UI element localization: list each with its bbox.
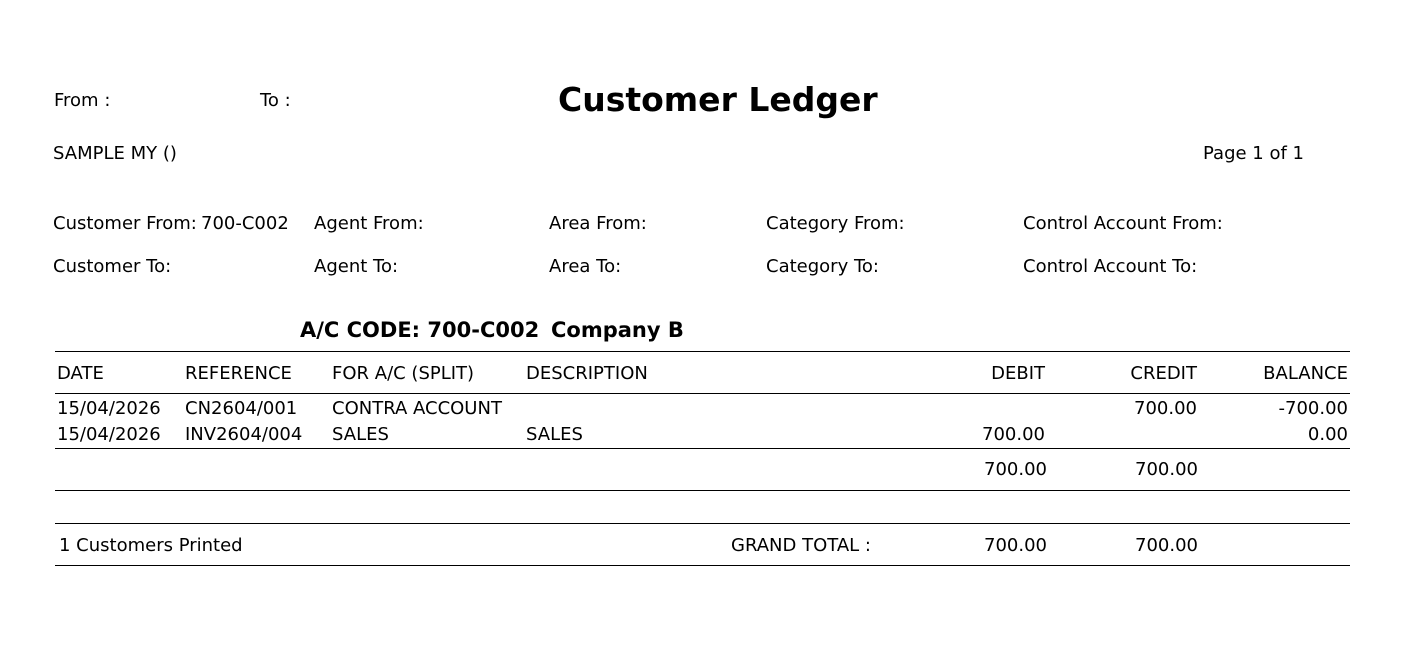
customer-from-value: 700-C002 [201,213,289,234]
to-label: To : [260,90,291,111]
from-label: From : [54,90,111,111]
cell-description: SALES [526,424,583,445]
cell-for-ac: CONTRA ACCOUNT [332,398,502,419]
grand-total-credit: 700.00 [1135,535,1198,556]
page-number: Page 1 of 1 [1203,143,1304,164]
cell-reference: CN2604/001 [185,398,298,419]
cell-credit: 700.00 [1134,398,1197,419]
area-to-label: Area To: [549,256,622,277]
cell-debit: 700.00 [982,424,1045,445]
subtotal-debit: 700.00 [984,459,1047,480]
company-name: SAMPLE MY () [53,143,177,164]
category-to-label: Category To: [766,256,879,277]
col-header-debit: DEBIT [991,363,1045,384]
control-account-from-label: Control Account From: [1023,213,1223,234]
cell-date: 15/04/2026 [57,424,161,445]
cell-reference: INV2604/004 [185,424,303,445]
rows-bottom-rule [55,448,1350,449]
col-header-credit: CREDIT [1130,363,1197,384]
cell-balance: -700.00 [1278,398,1348,419]
subtotal-credit: 700.00 [1135,459,1198,480]
area-from-label: Area From: [549,213,647,234]
header-bottom-rule [55,393,1350,394]
customer-from-label: Customer From: [53,213,197,234]
col-header-for-ac: FOR A/C (SPLIT) [332,363,475,384]
subtotal-bottom-rule [55,490,1350,491]
grand-total-bottom-rule [55,565,1350,566]
account-code: A/C CODE: 700-C002 [300,318,540,342]
agent-from-label: Agent From: [314,213,424,234]
agent-to-label: Agent To: [314,256,399,277]
col-header-balance: BALANCE [1263,363,1348,384]
customers-printed: 1 Customers Printed [59,535,243,556]
grand-total-debit: 700.00 [984,535,1047,556]
col-header-date: DATE [57,363,104,384]
table-top-rule [55,351,1350,352]
cell-date: 15/04/2026 [57,398,161,419]
cell-for-ac: SALES [332,424,389,445]
control-account-to-label: Control Account To: [1023,256,1198,277]
grand-total-top-rule [55,523,1350,524]
col-header-reference: REFERENCE [185,363,292,384]
account-name: Company B [551,318,684,342]
grand-total-label: GRAND TOTAL : [731,535,871,556]
report-title: Customer Ledger [558,80,878,119]
category-from-label: Category From: [766,213,905,234]
cell-balance: 0.00 [1307,424,1348,445]
customer-to-label: Customer To: [53,256,172,277]
col-header-description: DESCRIPTION [526,363,648,384]
